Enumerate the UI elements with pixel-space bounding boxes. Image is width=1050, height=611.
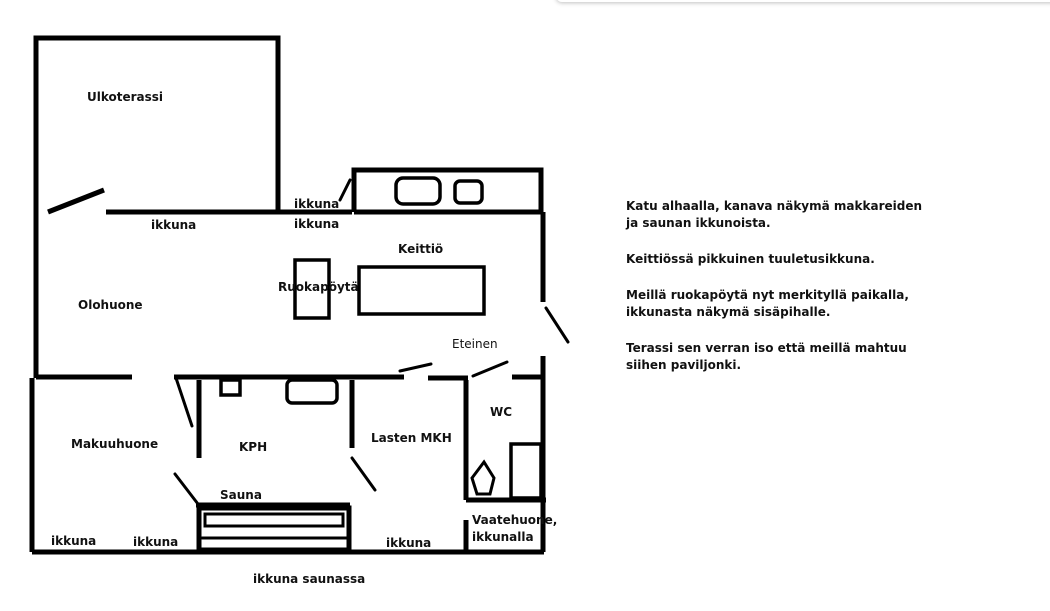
- label-vaatehuone: Vaatehuone,: [472, 513, 558, 527]
- kitchen-island: [359, 267, 484, 314]
- label-sauna: Sauna: [220, 488, 262, 502]
- label-window-kitchen-lower: ikkuna: [294, 217, 340, 231]
- kitchen-sink: [396, 178, 440, 204]
- kitchen-counter: [340, 170, 541, 212]
- terrace-walls: [36, 38, 278, 212]
- wc-cabinet: [511, 444, 541, 498]
- label-kph: KPH: [239, 440, 268, 454]
- note-kitchen-vent: Keittiössä pikkuinen tuuletusikkuna.: [626, 252, 875, 266]
- notes-panel: [626, 198, 926, 393]
- label-window-kids: ikkuna: [386, 536, 432, 550]
- label-window-living: ikkuna: [151, 218, 197, 232]
- note-street: Katu alhaalla, kanava näkymä makkareiden ja saunan ikkunoista.: [626, 199, 923, 230]
- wc-toilet: [472, 462, 494, 494]
- top-panel-edge: [556, 0, 1050, 2]
- kitchen-stove: [455, 181, 482, 203]
- label-lasten-mkh: Lasten MKH: [371, 431, 452, 445]
- note-terrace: Terassi sen verran iso että meillä mahtuu siihen paviljonki.: [626, 341, 907, 372]
- label-window-kitchen-upper: ikkuna: [294, 197, 340, 211]
- label-olohuone: Olohuone: [78, 298, 143, 312]
- label-ulkoterassi: Ulkoterassi: [87, 90, 164, 104]
- label-window-bedroom-right: ikkuna: [133, 535, 179, 549]
- label-window-sauna: ikkuna saunassa: [253, 572, 366, 586]
- label-wc: WC: [490, 405, 513, 419]
- label-eteinen: Eteinen: [452, 337, 498, 351]
- bathroom-tub: [287, 380, 337, 403]
- note-dining-table: Meillä ruokapöytä nyt merkityllä paikalla, ikkunasta näkymä sisäpihalle.: [626, 288, 909, 319]
- label-keittio: Keittiö: [398, 242, 444, 256]
- label-ruokapoyta: Ruokapöytä: [278, 280, 359, 294]
- bathroom-sink: [221, 380, 240, 395]
- label-window-bedroom-left: ikkuna: [51, 534, 97, 548]
- label-makuuhuone: Makuuhuone: [71, 437, 159, 451]
- label-vaatehuone-line2: ikkunalla: [472, 530, 534, 544]
